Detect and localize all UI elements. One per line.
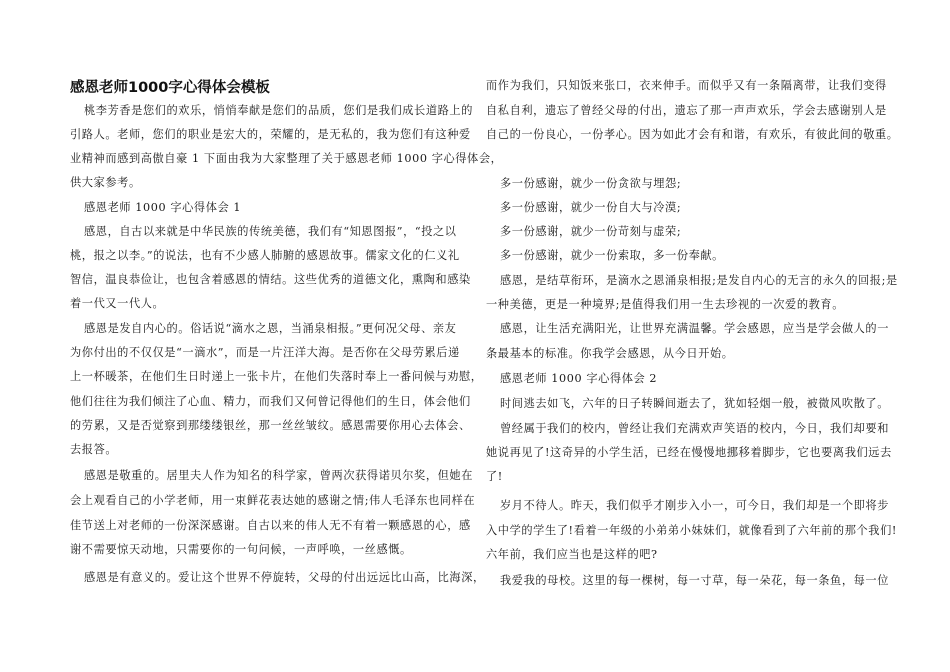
paragraph-line: 曾经属于我们的校内，曾经让我们充满欢声笑语的校内，今日，我们却要和 bbox=[500, 422, 889, 435]
paragraph-line: 上一杯暖茶，在他们生日时递上一张卡片，在他们失落时奉上一番问候与劝慰， bbox=[70, 370, 483, 383]
list-line: 多一份感谢，就少一份苛刻与虚荣; bbox=[500, 225, 682, 238]
paragraph-line: 岁月不待人。昨天，我们似乎才刚步入小一，可今日，我们却是一个即将步 bbox=[500, 499, 889, 512]
paragraph-line: 为你付出的不仅仅是“一滴水”，而是一片汪洋大海。是否你在父母劳累后递 bbox=[70, 346, 460, 359]
section-heading: 感恩老师 1000 字心得体会 2 bbox=[500, 372, 658, 385]
paragraph-line: 时间逃去如飞，六年的日子转瞬间逝去了，犹如轻烟一般，被微风吹散了。 bbox=[500, 397, 889, 410]
paragraph-line: 我爱我的母校。这里的每一棵树，每一寸草，每一朵花，每一条鱼，每一位 bbox=[500, 574, 889, 587]
paragraph-line: 条最基本的标准。你我学会感恩，从今日开始。 bbox=[486, 347, 734, 360]
section-heading: 感恩老师 1000 字心得体会 1 bbox=[84, 201, 242, 214]
paragraph-line: 感恩，是结草衔环，是滴水之恩涌泉相报;是发自内心的无言的永久的回报;是 bbox=[500, 274, 898, 287]
paragraph-line: 引路人。老师，您们的职业是宏大的，荣耀的，是无私的，我为您们有这种爱 bbox=[70, 128, 471, 141]
paragraph-line: 一种美德，更是一种境界;是值得我们用一生去珍视的一次爱的教育。 bbox=[486, 298, 844, 311]
paragraph-line: 感恩是有意义的。爱让这个世界不停旋转，父母的付出远远比山高，比海深， bbox=[84, 571, 485, 584]
paragraph-line: 自己的一份良心，一份孝心。因为如此才会有和谐，有欢乐，有彼此间的敬重。 bbox=[486, 128, 899, 141]
paragraph-line: 感恩是发自内心的。俗话说“滴水之恩，当涌泉相报。”更何况父母、亲友 bbox=[84, 322, 457, 335]
paragraph-line: 感恩，自古以来就是中华民族的传统美德，我们有“知恩图报”，“投之以 bbox=[84, 225, 457, 238]
paragraph-line: 而作为我们，只知饭来张口，衣来伸手。而似乎又有一条隔离带，让我们变得 bbox=[486, 79, 887, 92]
list-line: 多一份感谢，就少一份自大与冷漠; bbox=[500, 201, 682, 214]
paragraph-line: 业精神而感到高傲自豪 1 下面由我为大家整理了关于感恩老师 1000 字心得体会， bbox=[70, 152, 503, 165]
paragraph-line: 会上观看自己的小学老师，用一束鲜花表达她的感谢之情;伟人毛泽东也同样在 bbox=[70, 494, 476, 507]
list-line: 多一份感谢，就少一份索取，多一份奉献。 bbox=[500, 249, 724, 262]
paragraph-line: 自私自利，遗忘了曾经父母的付出，遗忘了那一声声欢乐，学会去感谢别人是 bbox=[486, 104, 887, 117]
list-line: 多一份感谢，就少一份贪欲与埋怨; bbox=[500, 177, 682, 190]
paragraph-line: 了! bbox=[486, 470, 503, 483]
paragraph-line: 桃，报之以李。”的说法，也有不少感人肺腑的感恩故事。儒家文化的仁义礼 bbox=[70, 249, 460, 262]
paragraph-line: 的劳累，又是否觉察到那缕缕银丝，那一丝丝皱纹。感恩需要你用心去体会、 bbox=[70, 419, 471, 432]
paragraph-line: 着一代又一代人。 bbox=[70, 297, 165, 310]
document-title: 感恩老师1000字心得体会模板 bbox=[70, 80, 270, 96]
paragraph-line: 感恩是敬重的。居里夫人作为知名的科学家，曾两次获得诺贝尔奖，但她在 bbox=[84, 469, 473, 482]
paragraph-line: 入中学的学生了!看着一年级的小弟弟小妹妹们，就像看到了六年前的那个我们! bbox=[486, 524, 897, 537]
paragraph-line: 他们往往为我们倾注了心血、精力，而我们又何曾记得他们的生日，体会他们 bbox=[70, 395, 471, 408]
paragraph-line: 感恩，让生活充满阳光，让世界充满温馨。学会感恩，应当是学会做人的一 bbox=[500, 322, 889, 335]
paragraph-line: 六年前，我们应当也是这样的吧? bbox=[486, 548, 658, 561]
paragraph-line: 智信，温良恭俭让，也包含着感恩的情结。这些优秀的道德文化，熏陶和感染 bbox=[70, 273, 471, 286]
paragraph-line: 谢不需要惊天动地，只需要你的一句问候，一声呼唤，一丝感慨。 bbox=[70, 543, 412, 556]
paragraph-line: 佳节送上对老师的一份深深感谢。自古以来的伟人无不有着一颗感恩的心，感 bbox=[70, 519, 471, 532]
paragraph-line: 去报答。 bbox=[70, 443, 118, 456]
paragraph-line: 她说再见了!这奇异的小学生活，已经在慢慢地挪移着脚步，它也要离我们远去 bbox=[486, 446, 892, 459]
paragraph-line: 桃李芳香是您们的欢乐，悄悄奉献是您们的品质，您们是我们成长道路上的 bbox=[84, 104, 473, 117]
paragraph-line: 供大家参考。 bbox=[70, 176, 141, 189]
